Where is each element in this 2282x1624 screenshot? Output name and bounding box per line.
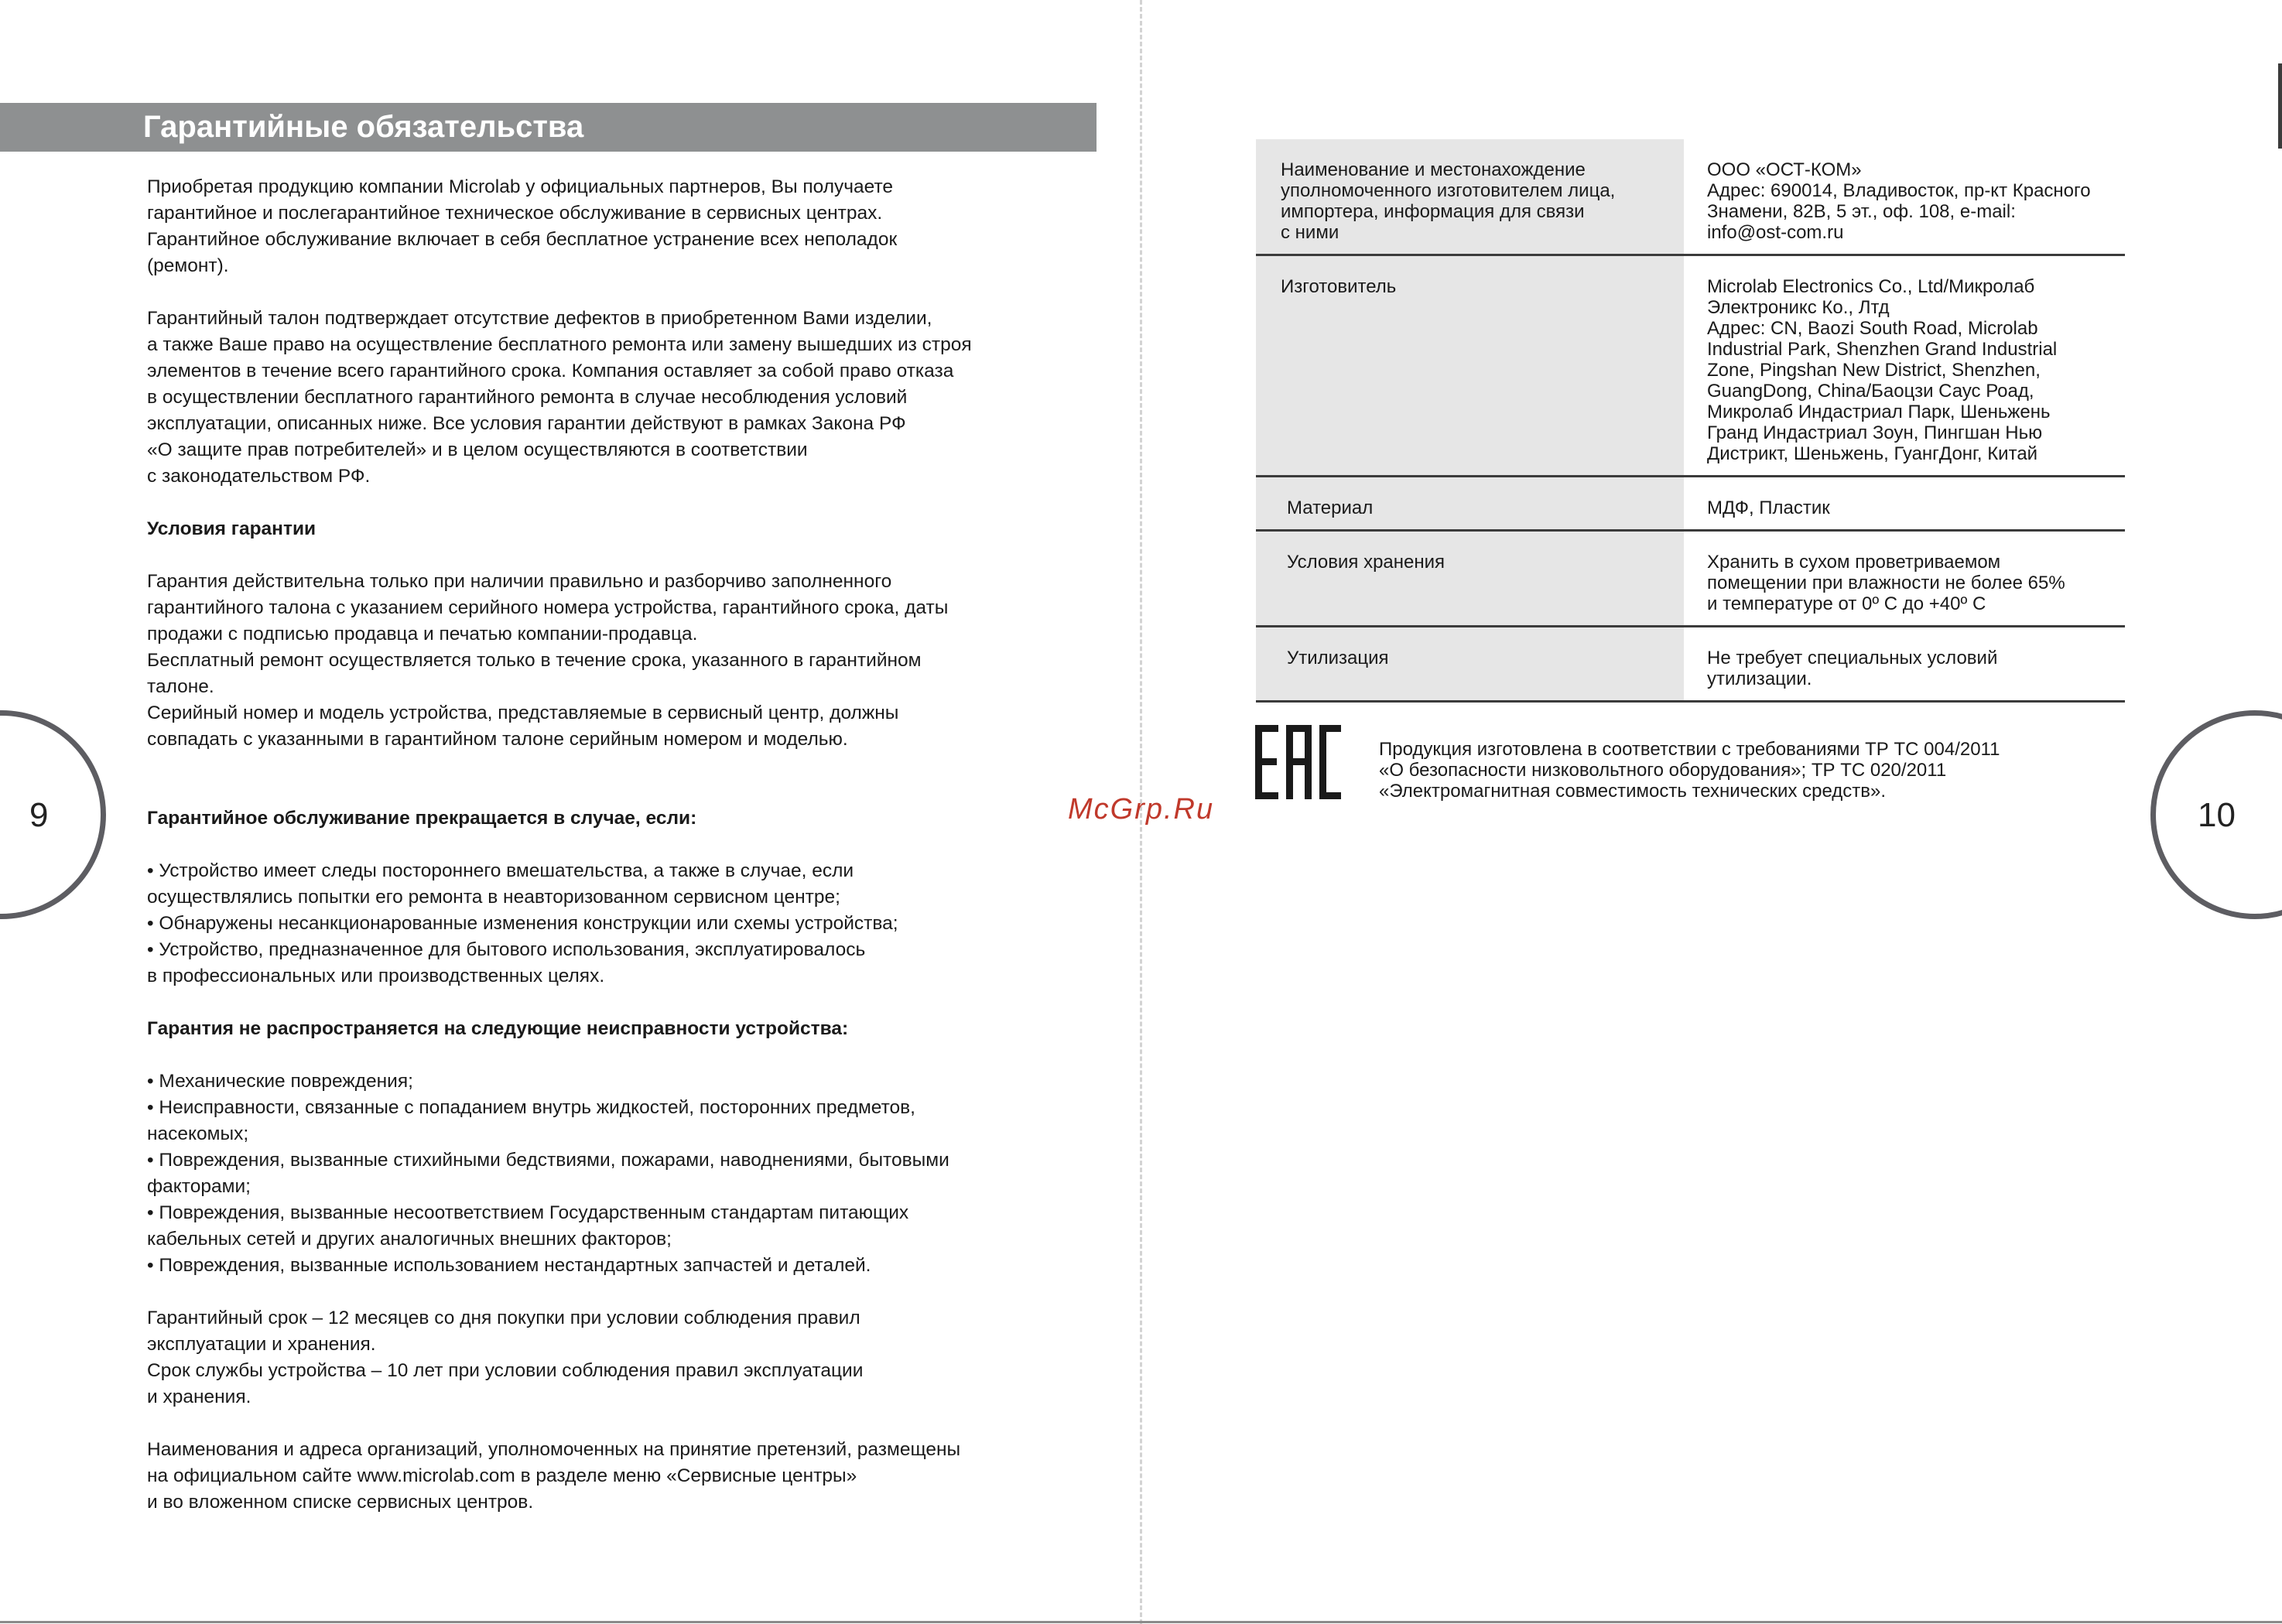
bottom-rule — [0, 1621, 2282, 1623]
table-row — [1256, 532, 2125, 627]
intro-paragraph: Приобретая продукцию компании Microlab у официальных партнеров, Вы получаете гарантийное и послегарантийное техническое обслуживание в сервисных центрах. Гарантийное обслуживание включает в себя бесплатное устранение всех неполадок (ремонт). — [147, 176, 898, 276]
eac-compliance-text: Продукция изготовлена в соответствии с требованиями ТР ТС 004/2011 «О безопасности низковольтного оборудования»; ТР ТС 020/2011 «Электромагнитная совместимость технических средств». — [1379, 739, 2000, 802]
talon-paragraph: Гарантийный талон подтверждает отсутствие дефектов в приобретенном Вами изделии, а также Ваше право на осуществление бесплатного ремонта или замену вышедших из строя элементов в течение всего гарантийного срока. Компания оставляет за собой право отказа в осуществлении бесплатного гарантийного ремонта в случае несоблюдения условий эксплуатации, описанных ниже. Все условия гарантии действуют в рамках Закона РФ «О защите прав потребителей» и в целом осуществляются в соответствии с законодательством РФ. — [147, 308, 972, 487]
table-row — [1256, 256, 2125, 477]
edge-mark — [2278, 63, 2282, 149]
page-number-circle-left — [0, 710, 106, 919]
spec-table — [1256, 139, 2125, 703]
warranty-term-paragraph: Гарантийный срок – 12 месяцев со дня покупки при условии соблюдения правил эксплуатации и хранения. Срок службы устройства – 10 лет при условии соблюдения правил эксплуатации и хранения. — [147, 1308, 864, 1407]
page-title: Гарантийные обязательства — [143, 110, 584, 144]
exclusions-list: • Механические повреждения; • Неисправности, связанные с попаданием внутрь жидкостей, посторонних предметов, насекомых; • Повреждения, вызванные стихийными бедствиями, пожарами, наводнениями, бытовыми факторами; • Повреждения, вызванные несоответствием Государственным стандартам питающих кабельных сетей и других аналогичных внешних факторов; • Повреждения, вызванные использованием нестандартных запчастей и деталей. — [147, 1071, 949, 1276]
table-cell-label: Наименование и местонахождение уполномоченного изготовителем лица, импортера, информация для связи с ними — [1256, 139, 1684, 254]
eac-mark-icon — [1254, 723, 1343, 801]
table-cell-value: Microlab Electronics Co., Ltd/Микролаб Электроникс Ко., Лтд Адрес: CN, Baozi South Road, Microlab Industrial Park, Shenzhen Grand Industrial Zone, Pingshan New District, Shenzhen, GuangDong, China/Баоцзи Саус Роад, Микролаб Индастриал Парк, Шеньжень Гранд Индастриал Зоун, Пингшан Нью Дистрикт, Шеньжень, ГуангДонг, Китай — [1707, 276, 2058, 464]
termination-list: • Устройство имеет следы постороннего вмешательства, а также в случае, если осуществлялись попытки его ремонта в неавторизованном сервисном центре; • Обнаружены несанкционарованные изменения конструкции или схемы устройства; • Устройство, предназначенное для бытового использования, эксплуатировалось в профессиональных или производственных целях. — [147, 860, 898, 986]
service-addresses-paragraph: Наименования и адреса организаций, уполномоченных на принятие претензий, размещены на официальном сайте www.microlab.com в разделе меню «Сервисные центры» и во вложенном списке сервисных центров. — [147, 1439, 961, 1513]
termination-heading: Гарантийное обслуживание прекращается в случае, если: — [147, 808, 697, 829]
table-row — [1256, 627, 2125, 703]
table-cell-label: Утилизация — [1256, 627, 1684, 700]
table-cell-value: Хранить в сухом проветриваемом помещении при влажности не более 65% и температуре от 0º С до +40º С — [1707, 552, 2065, 614]
conditions-paragraph: Гарантия действительна только при наличии правильно и разборчиво заполненного гарантийного талона с указанием серийного номера устройства, гарантийного срока, даты продажи с подписью продавца и печатью компании-продавца. Бесплатный ремонт осуществляется только в течение срока, указанного в гарантийном талоне. Серийный номер и модель устройства, представляемые в сервисный центр, должны совпадать с указанными в гарантийном талоне серийным номером и моделью. — [147, 571, 949, 750]
conditions-heading: Условия гарантии — [147, 518, 316, 539]
table-cell-value: Не требует специальных условий утилизации. — [1707, 648, 1998, 689]
exclusions-heading: Гарантия не распространяется на следующие неисправности устройства: — [147, 1018, 849, 1039]
table-cell-label: Условия хранения — [1256, 532, 1684, 625]
warranty-text-column — [147, 174, 1045, 1516]
table-cell-label: Изготовитель — [1256, 256, 1684, 475]
page-number-right: 10 — [2198, 796, 2236, 834]
table-cell-value: ООО «ОСТ-КОМ» Адрес: 690014, Владивосток, пр-кт Красного Знамени, 82В, 5 эт., оф. 108, e-mail: info@ost-com.ru — [1707, 159, 2091, 243]
table-row — [1256, 477, 2125, 532]
table-row — [1256, 139, 2125, 256]
table-cell-value: МДФ, Пластик — [1707, 497, 1830, 518]
table-cell-label: Материал — [1256, 477, 1684, 529]
watermark: McGrp.Ru — [1068, 793, 1215, 826]
page-number-left: 9 — [29, 796, 49, 834]
